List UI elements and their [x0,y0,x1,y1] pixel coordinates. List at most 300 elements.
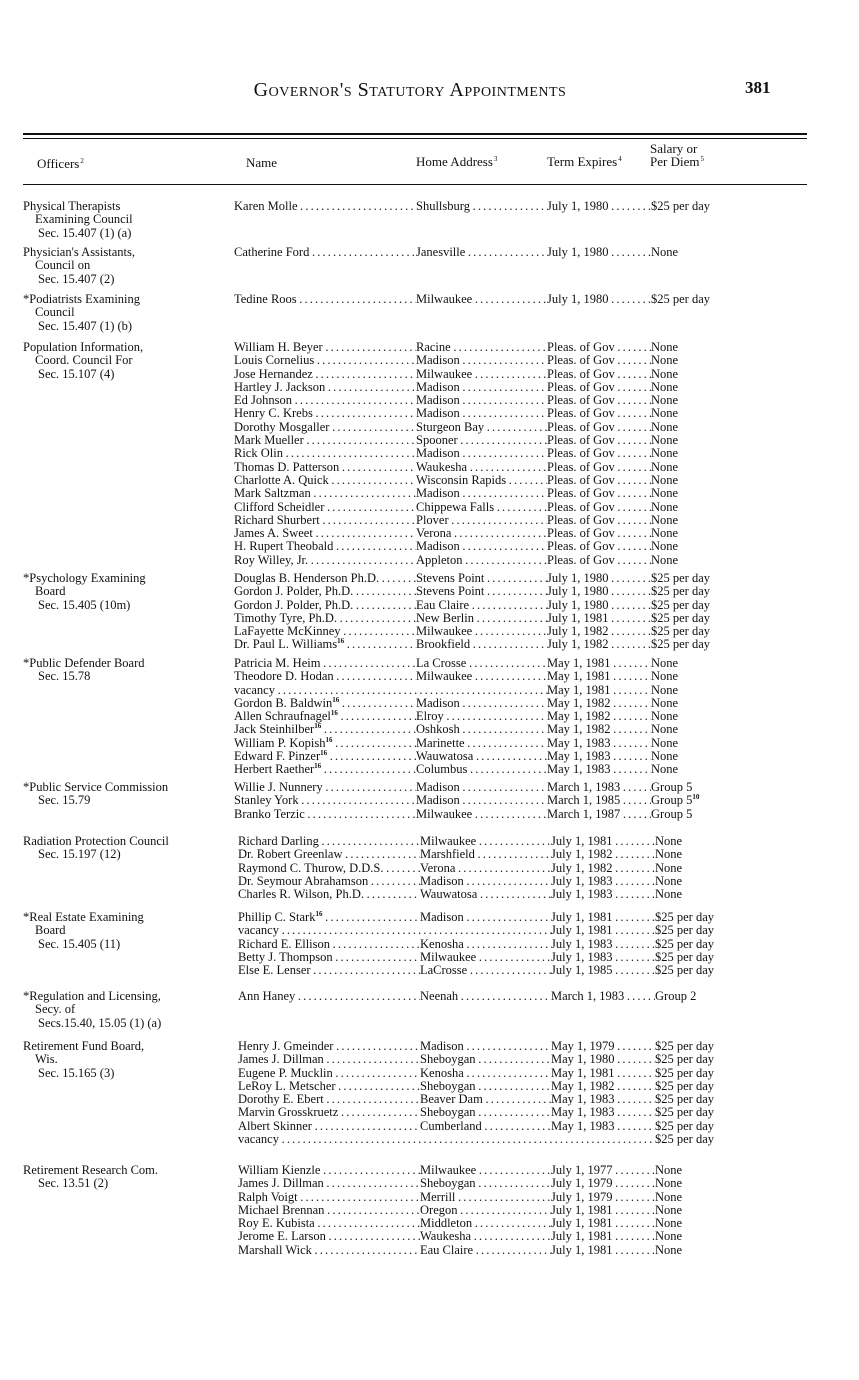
home-address [416,293,547,306]
term-expires-text: May 1, 1983 [547,750,611,764]
term-expires-text: July 1, 1980 [547,572,609,585]
appointee-name-text: Albert Skinner [238,1119,312,1133]
salary [655,1133,845,1146]
appointee-name-text: Louis Cornelius [234,354,315,368]
appointee-name [238,1080,420,1093]
term-expires-text: May 1, 1981 [547,683,611,697]
salary [655,938,845,951]
appointee-name [234,737,416,750]
table-row [238,862,838,875]
term-expires-text: Pleas. of Gov [547,473,615,487]
appointee-name [238,964,420,977]
appointee-name-text: Thomas D. Patterson [234,460,340,474]
term-expires-text: Pleas. of Gov [547,420,615,434]
term-expires-text: July 1, 1983 [551,888,613,902]
salary [651,670,841,683]
salary-text: $25 per day [655,910,715,924]
home-address [420,1040,551,1053]
table-row [234,763,834,776]
officer-title [23,911,223,951]
term-expires [547,763,651,776]
appointee-name [234,612,416,625]
salary-text: $25 per day [651,637,711,652]
appointee-name [238,862,420,875]
home-address [416,670,547,683]
appointee-name-text: Allen Schraufnagel [234,710,331,724]
term-expires [551,1040,655,1053]
appointee-list [234,341,834,567]
appointee-name-text: Willie J. Nunnery [234,781,323,794]
appointee-name-text: William Kienzle [238,1164,321,1177]
home-address-text: Chippewa Falls [416,500,495,514]
home-address [416,407,547,420]
appointee-name-text: Raymond C. Thurow, D.D.S. [238,861,384,875]
term-expires [551,1217,655,1230]
appointee-name [234,394,416,407]
table-row [238,1093,838,1106]
salary [655,1230,845,1243]
salary [651,474,841,487]
home-address-text: Madison [420,1040,464,1053]
appointee-name [234,381,416,394]
salary-text: $25 per day [651,610,711,625]
appointee-name [238,1053,420,1066]
term-expires [547,585,651,598]
table-row [238,911,838,924]
officer-line: Sec. 15.78 [38,669,91,684]
officer-title [23,990,223,1030]
term-expires [547,341,651,354]
appointee-name [238,990,420,1003]
table-row [234,487,834,500]
term-expires [551,1067,655,1080]
appointee-name [234,697,416,710]
home-address [416,368,547,381]
table-row [238,1080,838,1093]
term-expires-text: May 1, 1983 [547,736,611,750]
appointee-name-text: Tedine Roos [234,293,297,306]
footnote-mark: 16 [314,723,322,731]
salary [651,368,841,381]
appointee-name-text: Marvin Grosskruetz [238,1106,339,1120]
term-expires [547,612,651,625]
home-address [420,1120,551,1133]
appointee-name-text: Else E. Lenser [238,964,311,978]
term-expires [551,848,655,861]
term-expires [547,554,651,567]
appointee-name [238,951,420,964]
officer-title [23,200,223,240]
home-address-text: Milwaukee [416,367,473,381]
appointee-name-text: James A. Sweet [234,527,313,541]
home-address-text: Racine [416,341,451,354]
home-address-text: Milwaukee [416,670,473,684]
term-expires [547,710,651,723]
salary-text: None [655,847,683,862]
appointee-name [238,1093,420,1106]
salary-text: $25 per day [651,584,711,599]
table-row [234,293,834,306]
term-expires-text: Pleas. of Gov [547,487,615,501]
table-row [234,781,834,794]
appointee-name [234,638,416,651]
table-row [234,354,834,367]
vacancy-text: vacancy [238,1133,279,1147]
vacancy [234,684,549,697]
appointee-name [238,938,420,951]
term-expires [547,670,651,683]
term-expires [547,572,651,585]
appointee-name-text: James J. Dillman [238,1177,324,1191]
appointee-name [238,911,420,924]
officer-title [23,572,223,612]
term-expires [551,862,655,875]
term-expires [551,938,655,951]
salary [651,293,841,306]
home-address-text: Eau Claire [416,598,470,612]
officer-line: Sec. 15.407 (2) [38,271,115,286]
salary-text: None [651,393,679,408]
officer-line: Physician's Assistants, [23,245,135,259]
footnote-mark: 16 [314,763,322,771]
term-expires-text: July 1, 1985 [551,964,613,978]
footnote-mark: 16 [337,638,345,646]
salary [651,625,841,638]
salary [651,200,841,213]
home-address [420,1067,551,1080]
salary-text: None [651,340,679,354]
salary [655,1040,845,1053]
salary [651,585,841,598]
salary-text: None [651,486,679,501]
salary-text: None [655,1229,683,1244]
term-expires-text: July 1, 1979 [551,1190,613,1204]
home-address-text: Madison [416,354,460,368]
appointee-name [238,1191,420,1204]
appointee-list [234,293,834,306]
term-expires-text: March 1, 1983 [547,781,621,794]
table-row [238,1133,838,1146]
salary [651,246,841,259]
home-address [416,527,547,540]
appointee-name-text: Henry C. Krebs [234,407,313,421]
home-address-text: Brookfield [416,638,471,652]
appointee-list [234,246,834,259]
appointee-name-text: Betty J. Thompson [238,950,333,964]
term-expires [551,1177,655,1190]
appointee-name-text: William P. Kopish [234,736,326,750]
home-address [416,447,547,460]
term-expires-text: Pleas. of Gov [547,407,615,421]
salary-text: None [651,353,679,368]
officer-title [23,341,223,381]
term-expires [547,794,651,807]
home-address-text: Madison [416,407,460,421]
appointee-name [238,848,420,861]
home-address [416,200,547,213]
appointee-name-text: Jerome E. Larson [238,1230,326,1244]
salary [651,710,841,723]
appointee-name [238,875,420,888]
appointee-name [234,474,416,487]
salary [651,354,841,367]
table-row [238,951,838,964]
salary [655,1053,845,1066]
appointee-name [234,750,416,763]
appointee-name-text: Ralph Voigt [238,1190,298,1204]
table-row [238,1106,838,1119]
salary-text: $25 per day [651,571,711,585]
home-address [420,1093,551,1106]
term-expires-text: Pleas. of Gov [547,367,615,381]
appointee-name-text: Richard E. Ellison [238,937,330,951]
term-expires [551,1053,655,1066]
home-address [416,381,547,394]
table-row [234,554,834,567]
salary [651,737,841,750]
table-row [238,1120,838,1133]
home-address [416,585,547,598]
column-header-salary: Salary or Per Diem$^5$ [650,141,704,169]
salary [651,763,841,776]
appointee-name [234,293,416,306]
home-address-text: Marinette [416,736,465,750]
salary [651,612,841,625]
term-expires-text: July 1, 1981 [551,1217,613,1231]
home-address-text: Madison [416,794,460,808]
home-address [416,421,547,434]
officer-line: *Podiatrists Examining [23,292,141,306]
appointee-name [234,794,416,807]
home-address [420,1177,551,1190]
appointee-name [234,487,416,500]
term-expires [547,447,651,460]
term-expires-text: July 1, 1982 [547,625,609,639]
appointee-list [234,572,834,652]
appointee-name-text: Dorothy Mosgaller [234,420,330,434]
table-row [234,461,834,474]
salary [655,1080,845,1093]
officer-line: Sec. 15.79 [38,793,91,808]
officer-title [23,781,223,808]
term-expires-text: May 1, 1983 [551,1106,615,1120]
home-address-text: Milwaukee [416,293,473,306]
term-expires [547,684,651,697]
appointee-name [234,461,416,474]
table-row [238,1217,838,1230]
appointee-name [234,572,416,585]
table-row [238,835,838,848]
salary-text: None [651,709,679,724]
officer-title [23,1164,223,1191]
term-expires-text: July 1, 1981 [551,911,613,924]
table-row [238,1053,838,1066]
salary-text: None [651,669,679,684]
officer-line: Retirement Fund Board, [23,1039,145,1053]
salary-text: None [651,406,679,421]
term-expires [547,381,651,394]
term-expires-text: March 1, 1983 [551,990,625,1003]
footnote-mark: 16 [332,696,340,704]
appointee-name-text: LeRoy L. Metscher [238,1079,336,1093]
appointee-name-text: LaFayette McKinney [234,625,341,639]
term-expires [547,421,651,434]
appointee-name [234,554,416,567]
appointee-name [234,599,416,612]
home-address [416,612,547,625]
table-row [234,501,834,514]
salary [651,554,841,567]
officer-line: Examining Council [35,212,133,227]
appointee-name-text: Branko Terzic [234,807,305,821]
officer-line: *Public Service Commission [23,780,169,794]
home-address-text: Plover [416,513,449,527]
appointee-name [234,625,416,638]
table-row [234,474,834,487]
home-address [420,990,551,1003]
salary [651,684,841,697]
officer-line: Sec. 13.51 (2) [38,1176,109,1191]
table-row [234,794,834,807]
table-row [234,750,834,763]
column-header-home-address: Home Address$^3$ [416,154,498,169]
appointee-name-text: Douglas B. Henderson Ph.D. [234,572,380,585]
home-address-text: Spooner [416,434,458,448]
home-address-text: Elroy [416,710,444,724]
term-expires-text: Pleas. of Gov [547,527,615,541]
table-row [234,723,834,736]
footnote-mark: 10 [692,793,700,802]
salary-text: None [651,446,679,461]
appointee-name [234,763,416,776]
salary [651,697,841,710]
home-address-text: La Crosse [416,657,467,670]
appointee-name [234,657,416,670]
term-expires-text: Pleas. of Gov [547,500,615,514]
appointee-name [234,447,416,460]
appointee-name-text: Dr. Seymour Abrahamson [238,874,369,888]
term-expires-text: July 1, 1981 [551,1203,613,1217]
appointee-name [234,808,416,821]
salary-text: $25 per day [655,1039,715,1053]
term-expires-text: July 1, 1982 [547,638,609,652]
salary [651,434,841,447]
officer-line: Secy. of [35,1002,76,1017]
table-row [238,1067,838,1080]
salary [651,421,841,434]
home-address [420,911,551,924]
salary [651,527,841,540]
salary [655,911,845,924]
term-expires [547,407,651,420]
salary-text: $25 per day [651,624,711,639]
term-expires [551,964,655,977]
table-row [234,368,834,381]
appointee-name-text: Charlotte A. Quick [234,473,329,487]
appointee-name [238,888,420,901]
home-address-text: Columbus [416,763,468,777]
term-expires [551,1244,655,1257]
home-address-text: Wisconsin Rapids [416,473,507,487]
salary [651,394,841,407]
salary-text: $25 per day [655,1052,715,1067]
term-expires [547,697,651,710]
appointee-name [238,1106,420,1119]
salary-text: None [651,419,679,434]
footnote-mark: 16 [325,736,333,744]
vacancy-text: vacancy [234,683,275,697]
salary [651,381,841,394]
appointee-name-text: Gordon J. Polder, Ph.D. [234,585,354,599]
salary [655,1120,845,1133]
term-expires-text: July 1, 1979 [551,1177,613,1191]
salary-text: None [655,873,683,888]
officer-line: Radiation Protection Council [23,834,169,848]
home-address [416,763,547,776]
officer-line: Council [35,305,75,320]
home-address [416,474,547,487]
home-address-text: Madison [416,781,460,794]
salary [651,461,841,474]
home-address [416,434,547,447]
salary [651,638,841,651]
salary [651,341,841,354]
table-row [234,808,834,821]
appointee-name [238,1244,420,1257]
home-address-text: Madison [416,394,460,408]
salary-text: None [655,1202,683,1217]
term-expires [547,461,651,474]
officer-title [23,246,223,286]
salary-text: $25 per day [655,1118,715,1133]
table-row [234,670,834,683]
table-row [234,246,834,259]
home-address-text: Janesville [416,246,466,259]
salary [655,924,845,937]
term-expires [551,1080,655,1093]
salary [655,888,845,901]
appointee-name-text: Michael Brennan [238,1203,325,1217]
term-expires-text: July 1, 1980 [547,585,609,599]
officer-line: Retirement Research Com. [23,1163,159,1177]
table-row [234,527,834,540]
term-expires-text: Pleas. of Gov [547,460,615,474]
salary-text: None [655,1189,683,1204]
term-expires-text: May 1, 1982 [551,1079,615,1093]
home-address-text: Kenosha [420,937,464,951]
officer-line: Population Information, [23,340,144,354]
term-expires [551,911,655,924]
table-row [238,990,838,1003]
salary-text: Group 5 [651,793,693,808]
table-row [238,938,838,951]
term-expires-text: May 1, 1979 [551,1040,615,1053]
salary [651,540,841,553]
appointee-name [238,1120,420,1133]
term-expires-text: Pleas. of Gov [547,341,615,354]
appointee-name-text: Ann Haney [238,990,296,1003]
term-expires-text: July 1, 1981 [551,835,613,848]
salary [655,964,845,977]
salary-text: None [655,1176,683,1191]
home-address [416,599,547,612]
home-address [416,794,547,807]
home-address-text: Milwaukee [416,625,473,639]
table-row [238,1040,838,1053]
salary-text: None [651,379,679,394]
page-title: Governor's Statutory Appointments [253,79,567,101]
term-expires [551,990,655,1003]
